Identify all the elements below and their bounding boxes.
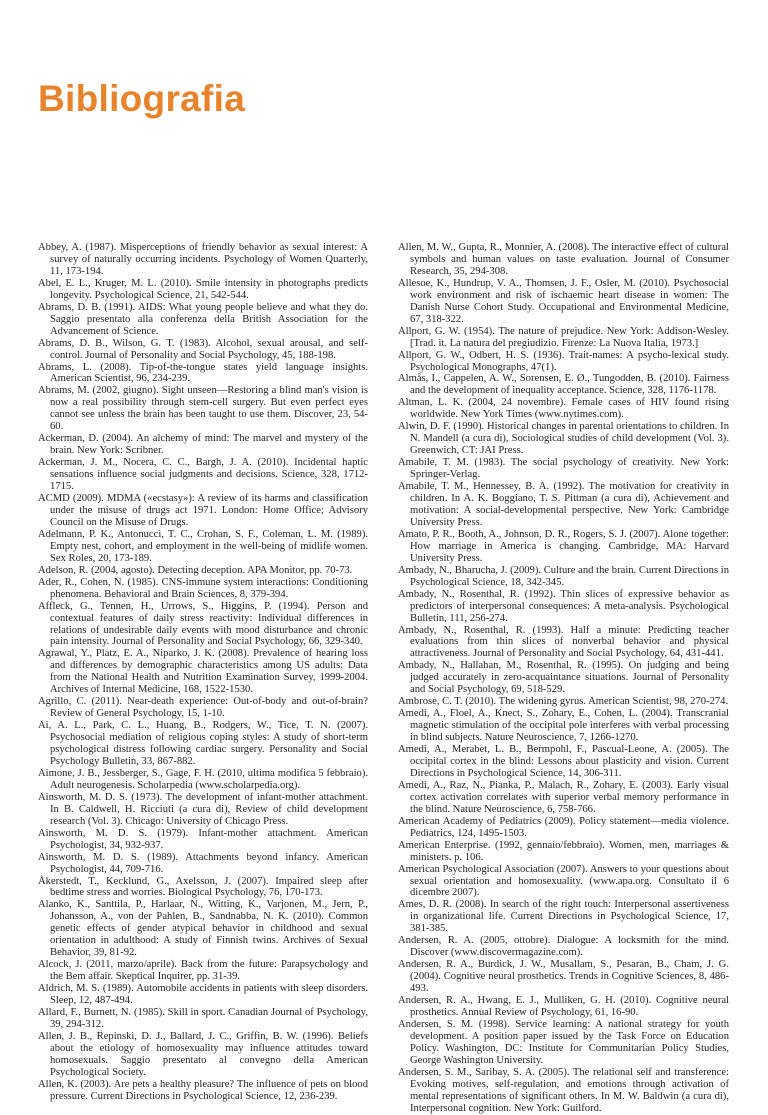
bibliography-entry: Aldrich, M. S. (1989). Automobile accidents in patients with sleep disorders. Sleep, 12, 487-494. — [38, 983, 368, 1007]
bibliography-entry: Ainsworth, M. D. S. (1973). The development of infant-mother attachment. In B. Caldwell, H. Ricciuti (a cura di), Review of child development research (Vol. 3). Chicago: University of Chicago Press. — [38, 791, 368, 827]
bibliography-entry: Abrams, L. (2008). Tip-of-the-tongue states yield language insights. American Scientist, 96, 234-239. — [38, 361, 368, 385]
bibliography-entry: Ambady, N., Bharucha, J. (2009). Culture and the brain. Current Directions in Psychological Science, 18, 342-345. — [398, 564, 729, 588]
bibliography-entry: Ambady, N., Rosenthal, R. (1993). Half a minute: Predicting teacher evaluations from thin slices of nonverbal behavior and physical attractiveness. Journal of Personality and Social Psychology, 64, 431-441. — [398, 624, 729, 660]
bibliography-entry: Abbey, A. (1987). Misperceptions of friendly behavior as sexual interest: A survey of naturally occurring incidents. Psychology of Women Quarterly, 11, 173-194. — [38, 242, 368, 277]
bibliography-entry: Alanko, K., Santtila, P., Harlaar, N., Witting, K., Varjonen, M., Jern, P., Johansson, A., von der Pahlen, B., Sandnabba, N. K. (2010). Common genetic effects of gender atypical behavior in childhood and sexual orientation in adulthood: A study of Finnish twins. Archives of Sexual Behavior, 39, 81-92. — [38, 899, 368, 959]
bibliography-entry: Almås, I., Cappelen, A. W., Sorensen, E. Ø., Tungodden, B. (2010). Fairness and the development of inequality acceptance. Science, 328, 1176-1178. — [398, 373, 729, 397]
bibliography-entry: Affleck, G., Tennen, H., Urrows, S., Higgins, P. (1994). Person and contextual features of daily stress reactivity: Individual differences in relations of undesirable daily events with mood disturbance and chronic pain intensity. Journal of Personality and Social Psychology, 66, 329-340. — [38, 600, 368, 648]
bibliography-entry: Andersen, S. M., Saribay, S. A. (2005). The relational self and transference: Evoking motives, self-regulation, and emotions through activation of mental representations of significant others. In M. W. Baldwin (a cura di), Interpersonal cognition. New York: Guilford. — [398, 1066, 729, 1114]
bibliography-entry: Abel, E. L., Kruger, M. L. (2010). Smile intensity in photographs predicts longevity. Psychological Science, 21, 542-544. — [38, 277, 368, 301]
bibliography-entry: Amabile, T. M. (1983). The social psychology of creativity. New York: Springer-Verlag. — [398, 457, 729, 481]
bibliography-entry: Ackerman, D. (2004). An alchemy of mind: The marvel and mystery of the brain. New York: Scribner. — [38, 433, 368, 457]
bibliography-entry: Allport, G. W. (1954). The nature of prejudice. New York: Addison-Wesley. [Trad. it. La natura del pregiudizio. Firenze: La Nuova Italia, 1973.] — [398, 325, 729, 349]
bibliography-entry: Ambady, N., Rosenthal, R. (1992). Thin slices of expressive behavior as predictors of interpersonal consequences: A meta-analysis. Psychological Bulletin, 111, 256-274. — [398, 588, 729, 624]
bibliography-entry: Andersen, R. A., Burdick, J. W., Musallam, S., Pesaran, B., Cham, J. G. (2004). Cognitive neural prosthetics. Trends in Cognitive Sciences, 8, 486-493. — [398, 959, 729, 995]
bibliography-entry: Adelmann, P. K., Antonucci, T. C., Crohan, S. F., Coleman, L. M. (1989). Empty nest, cohort, and employment in the well-being of midlife women. Sex Roles, 20, 173-189. — [38, 528, 368, 564]
bibliography-entry: Ader, R., Cohen, N. (1985). CNS-immune system interactions: Conditioning phenomena. Behavioral and Brain Sciences, 8, 379-394. — [38, 576, 368, 600]
bibliography-entry: Andersen, R. A. (2005, ottobre). Dialogue: A locksmith for the mind. Discover (www.discovermagazine.com). — [398, 935, 729, 959]
bibliography-entry: American Psychological Association (2007). Answers to your questions about sexual orientation and homosexuality. (www.apa.org. Consultato il 6 dicembre 2007). — [398, 863, 729, 899]
bibliography-entry: Altman, L. K. (2004, 24 novembre). Female cases of HIV found rising worldwide. New York Times (www.nytimes.com). — [398, 397, 729, 421]
bibliography-entry: Amedi, A., Floel, A., Knect, S., Zohary, E., Cohen, L. (2004). Transcranial magnetic stimulation of the occipital pole interferes with verbal processing in blind subjects. Nature Neuroscience, 7, 1266-1270. — [398, 708, 729, 744]
bibliography-entry: Åkerstedt, T., Kecklund, G., Axelsson, J. (2007). Impaired sleep after bedtime stress and worries. Biological Psychology, 76, 170-173. — [38, 875, 368, 899]
bibliography-entry: Ackerman, J. M., Nocera, C. C., Bargh, J. A. (2010). Incidental haptic sensations influence social judgments and decisions. Science, 328, 1712-1715. — [38, 457, 368, 493]
bibliography-entry: Allen, M. W., Gupta, R., Monnier, A. (2008). The interactive effect of cultural symbols and human values on taste evaluation. Journal of Consumer Research, 35, 294-308. — [398, 242, 729, 277]
bibliography-entry: Ainsworth, M. D. S. (1989). Attachments beyond infancy. American Psychologist, 44, 709-716. — [38, 851, 368, 875]
bibliography-entry: Amedi, A., Merabet, L. B., Bermpohl, F., Pascual-Leone, A. (2005). The occipital cortex in the blind: Lessons about plasticity and vision. Current Directions in Psychological Science, 14, 306-311. — [398, 744, 729, 779]
bibliography-entry: Alcock, J. (2011, marzo/aprile). Back from the future: Parapsychology and the Bem affair. Skeptical Inquirer, pp. 31-39. — [38, 959, 368, 983]
bibliography-entry: Aimone, J. B., Jessberger, S., Gage, F. H. (2010, ultima modifica 5 febbraio). Adult neurogenesis. Scholarpedia (www.scholarpedia.org). — [38, 767, 368, 791]
bibliography-entry: Andersen, S. M. (1998). Service learning: A national strategy for youth development. A position paper issued by the Task Force on Education Policy. Washington, DC: Institute for Communitarian Policy Studies, George Washington University. — [398, 1018, 729, 1066]
bibliography-entry: Alwin, D. F. (1990). Historical changes in parental orientations to children. In N. Mandell (a cura di), Sociological studies of child development (Vol. 3). Greenwich, CT: JAI Press. — [398, 421, 729, 457]
bibliography-entry: Abrams, M. (2002, giugno). Sight unseen—Restoring a blind man's vision is now a real possibility through stem-cell surgery. But even perfect eyes cannot see unless the brain has been taught to use them. Discover, 23, 54-60. — [38, 385, 368, 433]
bibliography-entry: Agrawal, Y., Platz, E. A., Niparko, J. K. (2008). Prevalence of hearing loss and differences by demographic characteristics among US adults: Data from the National Health and Nutrition Examination Survey, 1999-2004. Archives of Internal Medicine, 168, 1522-1530. — [38, 648, 368, 696]
bibliography-entry: Allesoe, K., Hundrup, V. A., Thomsen, J. F., Osler, M. (2010). Psychosocial work environment and risk of ischaemic heart disease in women: The Danish Nurse Cohort Study. Occupational and Environmental Medicine, 67, 318-322. — [398, 277, 729, 325]
bibliography-entry: Allport, G. W., Odbert, H. S. (1936). Trait-names: A psycho-lexical study. Psychological Monographs, 47(1). — [398, 349, 729, 373]
bibliography-entry: Ainsworth, M. D. S. (1979). Infant-mother attachment. American Psychologist, 34, 932-937. — [38, 827, 368, 851]
bibliography-entry: Ai, A. L., Park, C. L., Huang, B., Rodgers, W., Tice, T. N. (2007). Psychosocial mediation of religious coping styles: A study of short-term psychological distress following cardiac surgery. Personality and Social Psychology Bulletin, 33, 867-882. — [38, 720, 368, 767]
bibliography-right-column — [398, 242, 729, 1115]
bibliography-entry: Ames, D. R. (2008). In search of the right touch: Interpersonal assertiveness in organizational life. Current Directions in Psychological Science, 17, 381-385. — [398, 899, 729, 935]
bibliography-entry: Amato, P. R., Booth, A., Johnson, D. R., Rogers, S. J. (2007). Alone together: How marriage in America is changing. Cambridge, MA: Harvard University Press. — [398, 528, 729, 564]
bibliography-entry: Abrams, D. B., Wilson, G. T. (1983). Alcohol, sexual arousal, and self-control. Journal of Personality and Social Psychology, 45, 188-198. — [38, 337, 368, 361]
bibliography-entry: Amabile, T. M., Hennessey, B. A. (1992). The motivation for creativity in children. In A. K. Boggiano, T. S. Pittman (a cura di), Achievement and motivation: A social-developmental perspective. New York: Cambridge University Press. — [398, 481, 729, 528]
bibliography-entry: ACMD (2009). MDMA («ecstasy»): A review of its harms and classification under the misuse of drugs act 1971. London: Home Office; Advisory Council on the Misuse of Drugs. — [38, 493, 368, 528]
bibliography-entry: Allard, F., Burnett, N. (1985). Skill in sport. Canadian Journal of Psychology, 39, 294-312. — [38, 1007, 368, 1030]
bibliography-entry: Ambrose, C. T. (2010). The widening gyrus. American Scientist, 98, 270-274. — [398, 696, 729, 708]
bibliography-entry: Agrillo, C. (2011). Near-death experience: Out-of-body and out-of-brain? Review of General Psychology, 15, 1-10. — [38, 696, 368, 720]
bibliography-entry: Ambady, N., Hallahan, M., Rosenthal, R. (1995). On judging and being judged accurately in zero-acquaintance situations. Journal of Personality and Social Psychology, 69, 518-529. — [398, 660, 729, 696]
bibliography-entry: Abrams, D. B. (1991). AIDS: What young people believe and what they do. Saggio presentato alla conferenza della British Association for the Advancement of Science. — [38, 301, 368, 337]
page-title: Bibliografia — [38, 78, 246, 119]
bibliography-entry: Allen, J. B., Repinski, D. J., Ballard, J. C., Griffin, B. W. (1996). Beliefs about the etiology of homosexuality may influence attitudes toward homosexuals. Saggio presentato al convegno della American Psychological Society. — [38, 1030, 368, 1078]
bibliography-entry: American Enterprise. (1992, gennaio/febbraio). Women, men, marriages & ministers. p. 106. — [398, 839, 729, 863]
bibliography-entry: Allen, K. (2003). Are pets a healthy pleasure? The influence of pets on blood pressure. Current Directions in Psychological Science, 12, 236-239. — [38, 1078, 368, 1102]
bibliography-left-column — [38, 242, 368, 1103]
bibliography-entry: Amedi, A., Raz, N., Pianka, P., Malach, R., Zohary, E. (2003). Early visual cortex activation correlates with superior verbal memory performance in the blind. Nature Neuroscience, 6, 758-766. — [398, 779, 729, 815]
bibliography-entry: Andersen, R. A., Hwang, E. J., Mulliken, G. H. (2010). Cognitive neural prosthetics. Annual Review of Psychology, 61, 16-90. — [398, 995, 729, 1018]
bibliography-entry: Adelson, R. (2004, agosto). Detecting deception. APA Monitor, pp. 70-73. — [38, 564, 353, 576]
bibliography-entry: American Academy of Pediatrics (2009). Policy statement—media violence. Pediatrics, 124, 1495-1503. — [398, 815, 729, 839]
